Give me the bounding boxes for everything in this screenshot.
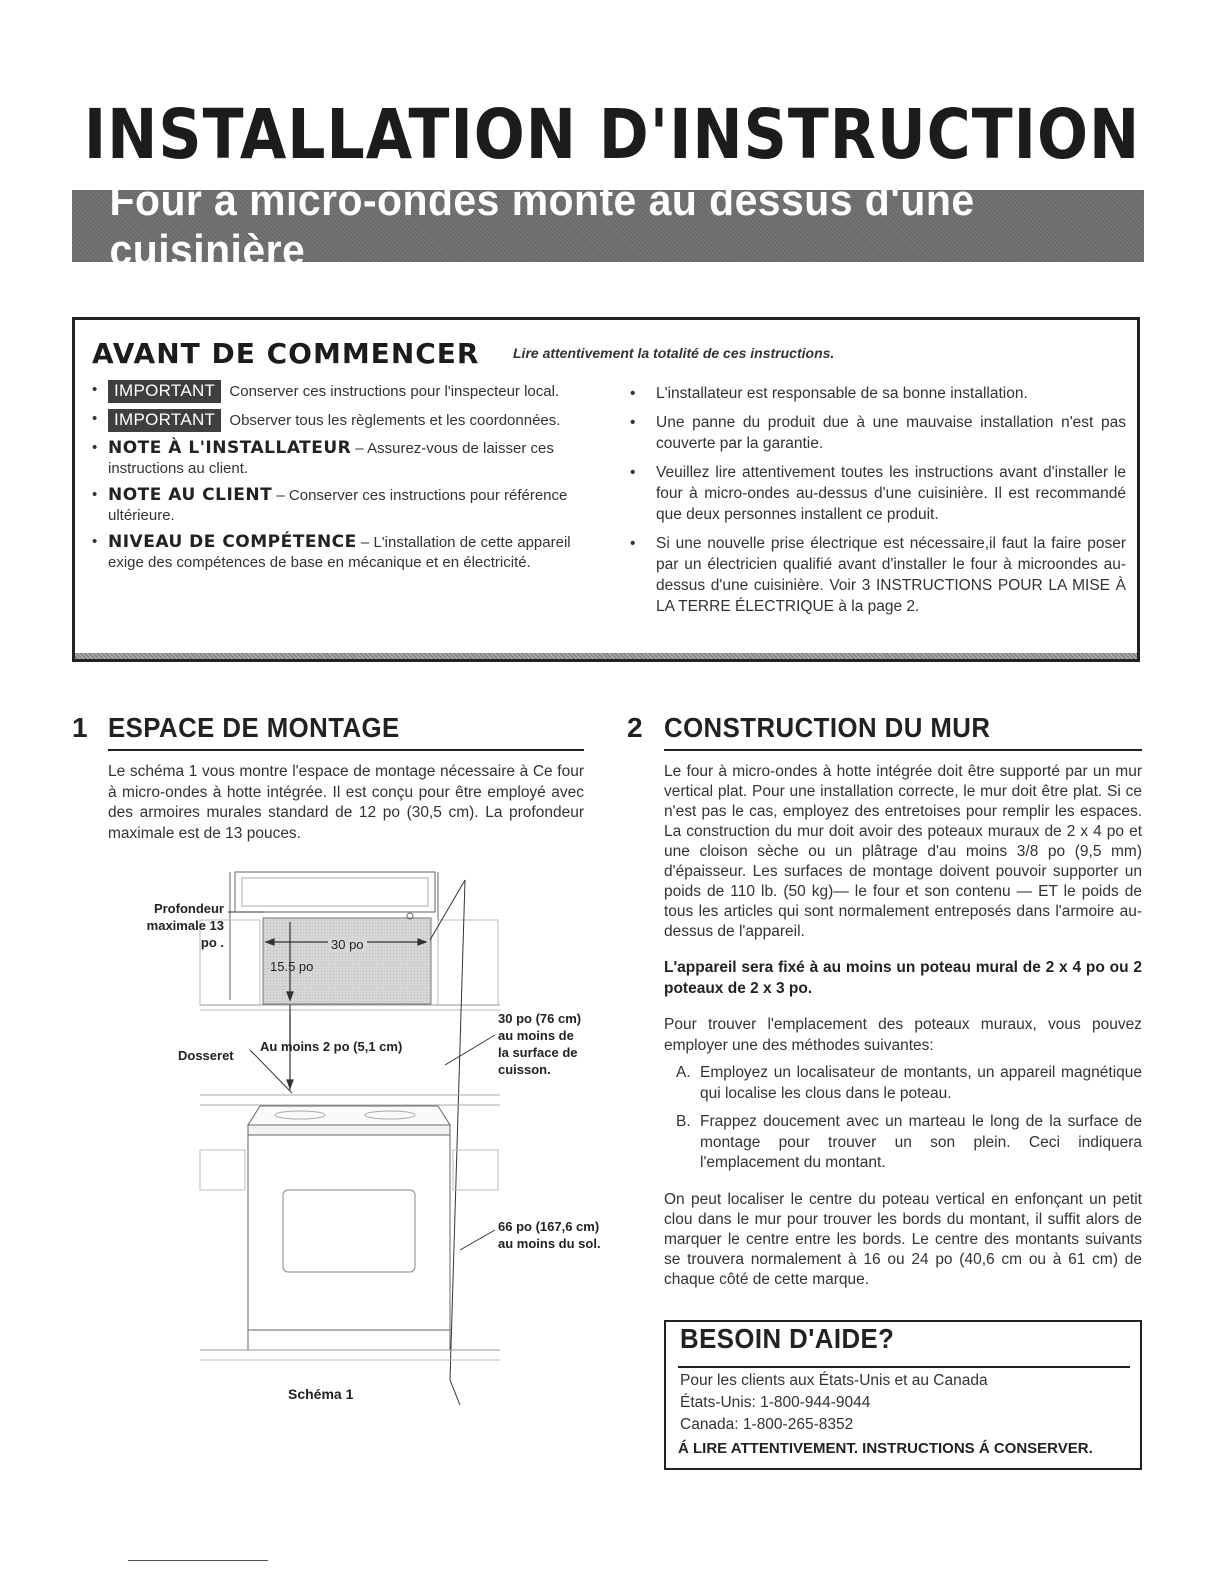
- paragraph-text: Le four à micro-ondes à hotte intégrée doit être supporté par un mur vertical plat. Pour une installation correcte, le mur doit être plat. Si ce n'est pas le cas, employez des entretoises pour remplir les espaces. La construction du mur doit avoir des poteaux muraux de 2 x 4 po et une cloison sèche ou un plâtrage d'au moins: [664, 763, 1142, 860]
- bullet: •: [630, 535, 636, 552]
- paragraph-text: po (9,5 mm) d'épaisseur. Les surfaces de montage doivent pouvoir supporter un poids de 110 lb. (50 kg)— le four et son contenu — ET le poids de tous les articles qui sont normalement entreposés dans l'armoire au-dessus de l'appareil.: [664, 843, 1142, 940]
- width-label: 30 po: [328, 936, 367, 953]
- help-phone-us: États-Unis: 1-800-944-9044: [680, 1394, 871, 1411]
- list-item-text: – L'installation de cette appareil exige des compétences de base en mécanique et en électricité.: [108, 534, 571, 571]
- backsplash-label: Dosseret: [178, 1048, 234, 1063]
- list-item-text: Employez un localisateur de montants, un appareil magnétique qui localise les clous dans le poteau.: [700, 1064, 1142, 1102]
- list-item: [630, 462, 1126, 525]
- avant-note: Lire attentivement la totalité de ces instructions.: [513, 345, 835, 361]
- section-2-paragraph-3: On peut localiser le centre du poteau vertical en enfonçant un petit clou dans le mur pour trouver les bords du montant, il suffit alors de marquer le centre entre les bords. Le centre des montants suivants se trouvera normalement à 16 ou 24 po (40,6 cm ou à 61 cm) de chaque côté de cette marque.: [664, 1191, 1142, 1288]
- list-item-text: Observer tous les règlements et les coordonnées.: [225, 412, 561, 429]
- method-list: [676, 1063, 1142, 1174]
- list-item: [676, 1112, 1142, 1174]
- list-item: [92, 532, 592, 573]
- floor-label: [498, 1218, 601, 1252]
- bullet: •: [92, 533, 98, 550]
- clearance-label-line: cuisson.: [498, 1062, 551, 1077]
- bullet: •: [92, 381, 98, 398]
- list-item: [676, 1063, 1142, 1104]
- list-item: [92, 380, 592, 403]
- list-item-text: Conserver ces instructions pour l'inspecteur local.: [225, 383, 560, 400]
- help-footer: Á LIRE ATTENTIVEMENT. INSTRUCTIONS Á CONSERVER.: [678, 1440, 1093, 1457]
- list-item-text: – Conserver ces instructions pour référence ultérieure.: [108, 487, 568, 524]
- range-body: [248, 1135, 450, 1330]
- subtitle-text: Four à micro-ondes monté au dessus d'une cuisinière: [109, 176, 975, 275]
- list-item: [630, 383, 1126, 404]
- list-item-text: Si une nouvelle prise électrique est nécessaire,il faut la faire poser par un électricien qualifié avant d'installer le four à microondes au-dessus d'une cuisinière. Voir 3 INSTRUCTIONS POUR LA MISE À LA TERRE ÉLECTRIQUE à la page 2.: [656, 535, 1126, 615]
- section-1-title: ESPACE DE MONTAGE: [108, 712, 400, 743]
- important-badge: IMPORTANT: [108, 380, 221, 403]
- subtitle-banner: [72, 176, 1144, 275]
- important-badge: IMPORTANT: [108, 409, 221, 432]
- bullet: •: [630, 385, 636, 402]
- list-item-text: Frappez doucement avec un marteau le long de la surface de montage pour trouver un son plein. Ceci indiquera l'emplacement du montant.: [700, 1113, 1142, 1171]
- list-item-text: Veuillez lire attentivement toutes les instructions avant d'installer le four à micro-ondes au-dessus d'une cuisinière. Il est recommandé que deux personnes installent ce produit.: [656, 464, 1126, 523]
- list-marker: A.: [676, 1064, 691, 1081]
- section-2-title: CONSTRUCTION DU MUR: [664, 712, 991, 743]
- right-cabinet: [438, 920, 498, 1005]
- cabinet-panel: [242, 878, 428, 906]
- depth-value-label: 15.5 po: [270, 959, 314, 974]
- list-item-lead: NOTE AU CLIENT: [108, 485, 273, 505]
- section-1-rule: [108, 749, 584, 751]
- section-2-rule: [664, 749, 1142, 751]
- help-rule: [678, 1366, 1130, 1368]
- avant-left-list: [92, 380, 592, 579]
- section-1-text: Le schéma 1 vous montre l'espace de montage nécessaire à Ce four à micro-ondes à hotte intégrée. Il est conçu pour être employé avec des armoires murales standard de 12 po (30,5 cm). La profondeur maximale est de 13 pouces.: [108, 763, 584, 842]
- list-item: [92, 409, 592, 432]
- floor-label-line: au moins du sol.: [498, 1236, 601, 1251]
- depth-label: [134, 900, 224, 951]
- page-title: INSTALLATION D'INSTRUCTION: [83, 94, 1141, 176]
- bullet: •: [92, 410, 98, 427]
- help-phone-canada: Canada: 1-800-265-8352: [680, 1416, 854, 1433]
- list-item-text: Une panne du produit due à une mauvaise installation n'est pas couverte par la garantie.: [656, 414, 1126, 452]
- clearance-label: [498, 1010, 581, 1078]
- bullet: •: [630, 464, 636, 481]
- bullet: •: [92, 486, 98, 503]
- mounting-diagram: [120, 860, 620, 1420]
- list-item: [92, 438, 592, 479]
- section-2-paragraph-2: Pour trouver l'emplacement des poteaux muraux, vous pouvez employer une des méthodes suivantes:: [664, 1016, 1142, 1054]
- min-gap-label: Au moins 2 po (5,1 cm): [260, 1039, 403, 1054]
- list-item: [92, 485, 592, 526]
- clearance-label-line: au moins de: [498, 1028, 574, 1043]
- help-title: BESOIN D'AIDE?: [680, 1323, 895, 1354]
- range-drawer: [248, 1330, 450, 1350]
- depth-label-line: Profondeur: [153, 901, 224, 916]
- cooktop: [248, 1106, 450, 1125]
- depth-label-line: maximale 13 po .: [146, 918, 224, 950]
- section-2-bold-note: L'appareil sera fixé à au moins un poteau mural de 2 x 4 po ou 2 poteaux de 2 x 3 po.: [664, 959, 1142, 997]
- bullet: •: [630, 414, 636, 431]
- avant-heading: AVANT DE COMMENCER: [92, 337, 480, 370]
- list-marker: B.: [676, 1113, 691, 1130]
- avant-right-list: [630, 383, 1126, 625]
- list-item-lead: NIVEAU DE COMPÉTENCE: [108, 532, 357, 552]
- section-2-paragraph-1: [664, 762, 1142, 942]
- clearance-label-line: 30 po (76 cm): [498, 1011, 582, 1026]
- list-item-lead: NOTE À L'INSTALLATEUR: [108, 438, 352, 458]
- list-item: [630, 412, 1126, 454]
- diagram-caption: Schéma 1: [288, 1386, 354, 1402]
- oven-window: [283, 1190, 415, 1272]
- list-item-text: – Assurez-vous de laisser ces instructions au client.: [108, 440, 554, 477]
- section-2-number: 2: [627, 712, 643, 743]
- list-item: [630, 533, 1126, 617]
- floor-label-line: 66 po (167,6 cm): [498, 1219, 600, 1234]
- section-1-number: 1: [72, 712, 88, 743]
- bullet: •: [92, 439, 98, 456]
- help-line: Pour les clients aux États-Unis et au Canada: [680, 1372, 988, 1389]
- fraction-text: 3/8: [1016, 843, 1039, 860]
- list-item-text: L'installateur est responsable de sa bonne installation.: [656, 385, 1028, 402]
- clearance-label-line: la surface de: [498, 1045, 578, 1060]
- control-panel: [248, 1125, 450, 1135]
- footer-divider: [128, 1560, 268, 1561]
